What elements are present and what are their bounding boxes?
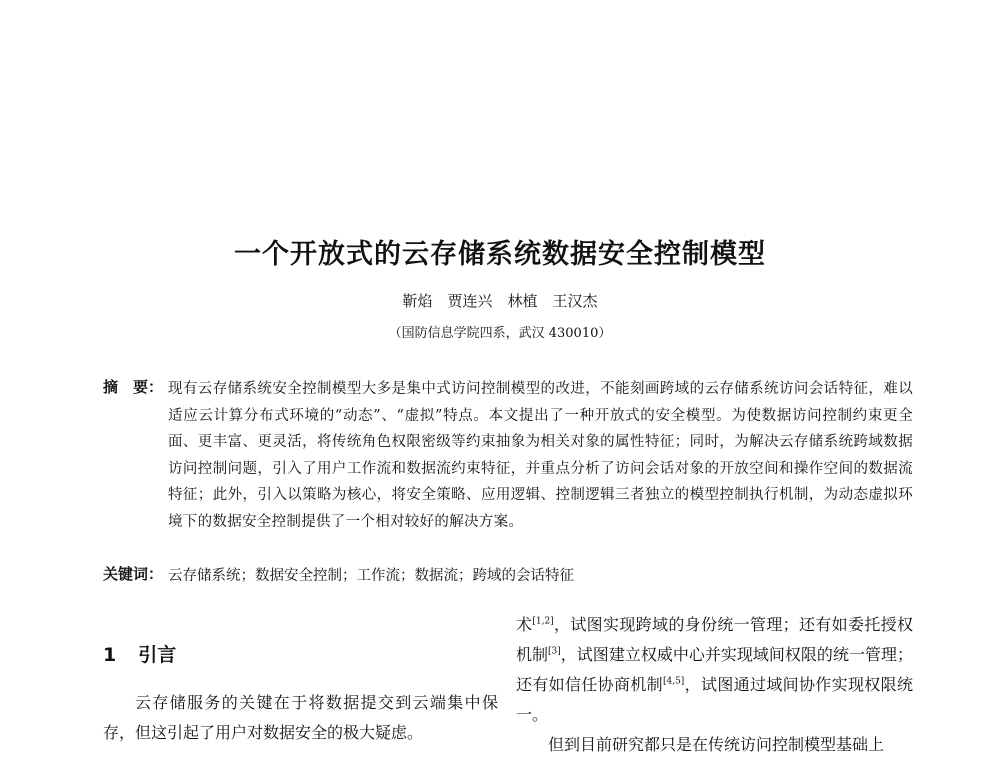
section-title: 引言 (138, 644, 177, 666)
abstract-text: 现有云存储系统安全控制模型大多是集中式访问控制模型的改进，不能刻画跨域的云存储系统访问会话特征，难以适应云计算分布式环境的“动态”、“虚拟”特点。本文提出了一种开放式的安全模型。为使数据访问控制约束更全面、更丰富、更灵活，将传统角色权限密级等约束抽象为相关对象的属性特征；同时，为解决云存储系统跨域数据访问控制问题，引入了用户工作流和数据流约束特征，并重点分析了访问会话对象的开放空间和操作空间的数据流特征；此外，引入以策略为核心，将安全策略、应用逻辑、控制逻辑三者独立的模型控制执行机制，为动态虚拟环境下的数据安全控制提供了一个相对较好的解决方案。 (168, 381, 913, 530)
left-column-paragraph: 云存储服务的关键在于将数据提交到云端集中保存，但这引起了用户对数据安全的极大疑虑。 (103, 693, 498, 742)
section-number: 1 (103, 644, 117, 666)
citation: [3] (548, 646, 561, 657)
author-list: 靳焰 贾连兴 林植 王汉杰 (402, 292, 598, 310)
keywords-label: 关键词： (103, 565, 164, 583)
text-run: ，试图实现跨域的身份统一管理；还有如委托授权机制 (516, 615, 913, 664)
right-paragraph-1 (516, 610, 913, 730)
right-paragraph-2: 但到目前研究都只是在传统访问控制模型基础上 (516, 735, 885, 754)
text-run: ，试图建立权威中心并实现域间权限的统一管理；还有如信任协商机制 (516, 645, 913, 694)
paper-title: 一个开放式的云存储系统数据安全控制模型 (234, 239, 766, 270)
citation: [1,2] (532, 616, 554, 627)
section-heading (103, 640, 176, 667)
right-column (516, 610, 913, 760)
citation: [4,5] (662, 676, 685, 687)
keywords-text: 云存储系统；数据安全控制；工作流；数据流；跨域的会话特征 (168, 568, 574, 584)
text-run: 术 (516, 615, 533, 634)
abstract-label: 摘 要： (103, 378, 164, 396)
affiliation: （国防信息学院四系，武汉 430010） (388, 326, 612, 341)
text-run: ，试图通过域间协作实现权限统一。 (516, 675, 913, 724)
